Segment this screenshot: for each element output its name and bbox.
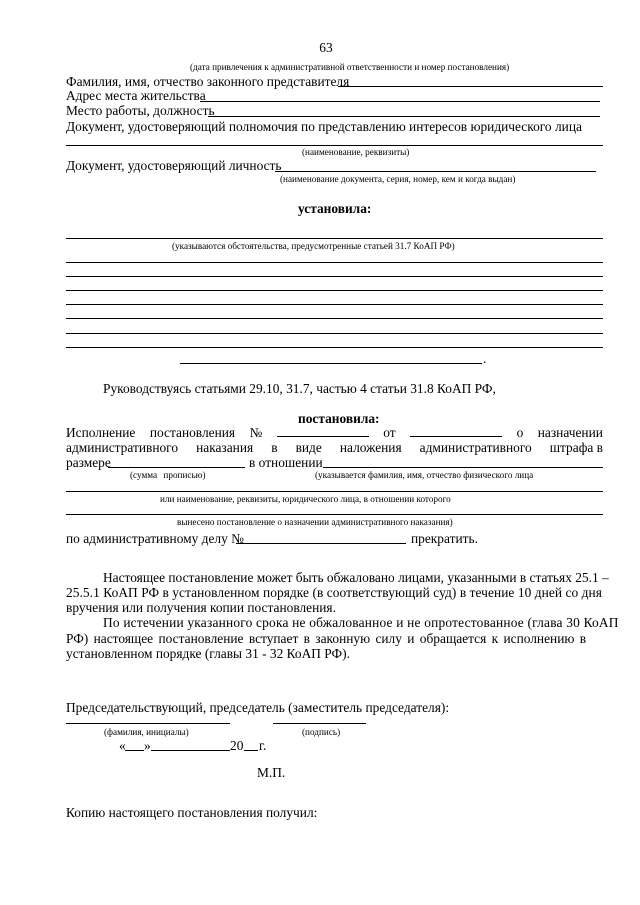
hint-circumstances: (указываются обстоятельства, предусмотренные статьей 31.7 КоАП РФ)	[172, 241, 455, 251]
circumstance-line-3[interactable]	[66, 276, 603, 277]
field-representative-label: Фамилия, имя, отчество законного представителя	[66, 74, 350, 89]
execution-word: Исполнение	[66, 425, 136, 440]
execution-word: №	[249, 425, 263, 440]
chairman-label: Председательствующий, председатель (заместитель председателя):	[66, 700, 450, 715]
date-month-field[interactable]	[151, 750, 230, 751]
circumstance-line-4[interactable]	[66, 290, 603, 291]
field-authority-line[interactable]	[66, 145, 603, 146]
heading-established: установила:	[298, 201, 372, 216]
circumstance-line-2[interactable]	[66, 262, 603, 263]
field-work-line[interactable]	[208, 116, 600, 117]
date-year-prefix: 20	[230, 738, 244, 753]
chairman-name-field[interactable]	[66, 723, 230, 724]
amount-prefix: размере	[66, 455, 111, 470]
case-prefix: по административному делу №	[66, 531, 244, 546]
date-open-quote: «	[119, 738, 126, 753]
field-address-line[interactable]	[200, 101, 600, 102]
circumstance-line-1[interactable]	[66, 238, 603, 239]
in-relation-label: в отношении	[249, 455, 323, 470]
case-number-field[interactable]	[236, 543, 406, 544]
date-close-quote: »	[144, 738, 151, 753]
decision-number-field[interactable]	[277, 425, 369, 437]
execution-word: в	[271, 440, 278, 455]
hint-signature: (подпись)	[302, 727, 341, 737]
circumstance-period: .	[483, 351, 487, 366]
execution-line-2	[66, 440, 603, 455]
expiry-text-2: РФ) настоящее постановление вступает в законную силу и обращается к исполнению в	[66, 631, 587, 646]
chairman-signature-field[interactable]	[273, 723, 366, 724]
circumstance-line-5[interactable]	[66, 304, 603, 305]
field-authority-label: Документ, удостоверяющий полномочия по представлению интересов юридического лица	[66, 119, 582, 134]
hint-authority: (наименование, реквизиты)	[302, 147, 410, 157]
circumstance-line-7[interactable]	[66, 333, 603, 334]
amount-field[interactable]	[108, 467, 245, 468]
field-identity-line[interactable]	[275, 171, 596, 172]
date-year-field[interactable]	[244, 750, 258, 751]
circumstance-line-8[interactable]	[66, 347, 603, 348]
hint-identity: (наименование документа, серия, номер, кем и когда выдан)	[280, 174, 516, 184]
date-year-suffix: г.	[259, 738, 267, 753]
hint-amount: (сумма прописью)	[130, 470, 206, 480]
copy-received-label: Копию настоящего постановления получил:	[66, 805, 318, 820]
appeal-text-2: 25.5.1 КоАП РФ в установленном порядке (в соответствующий суд) в течение 10 дней со дня	[66, 585, 602, 600]
execution-word: назначении	[537, 425, 603, 440]
field-representative-line[interactable]	[338, 86, 603, 87]
person-field[interactable]	[323, 467, 603, 468]
decision-date-field[interactable]	[410, 425, 502, 437]
stamp-label: М.П.	[257, 765, 286, 780]
execution-word: административного	[419, 440, 532, 455]
hint-or-legal: или наименование, реквизиты, юридического лица, в отношении которого	[160, 494, 451, 504]
expiry-text-3: установленном порядке (главы 31 - 32 КоАП РФ).	[66, 646, 350, 661]
field-address-label: Адрес места жительства	[66, 88, 206, 103]
date-day-field[interactable]	[125, 750, 144, 751]
person-line-3[interactable]	[66, 514, 603, 515]
execution-word: виде	[295, 440, 322, 455]
appeal-text-3: вручения или получения копии постановления.	[66, 600, 336, 615]
circumstance-line-9[interactable]	[180, 363, 482, 364]
hint-person: (указывается фамилия, имя, отчество физического лица	[315, 470, 534, 480]
execution-word: постановления	[149, 425, 236, 440]
execution-word: наказания	[196, 440, 254, 455]
case-suffix: прекратить.	[411, 531, 478, 546]
execution-word: наложения	[339, 440, 402, 455]
guided-by-text: Руководствуясь статьями 29.10, 31.7, частью 4 статьи 31.8 КоАП РФ,	[103, 381, 496, 396]
appeal-text-1: Настоящее постановление может быть обжаловано лицами, указанными в статьях 25.1 –	[103, 570, 609, 585]
heading-decided: постановила:	[298, 411, 380, 426]
expiry-text-1: По истечении указанного срока не обжалованное и не опротестованное (глава 30 КоАП	[103, 615, 619, 630]
person-line-2[interactable]	[66, 491, 603, 492]
page-number: 63	[319, 40, 333, 55]
hint-date: (дата привлечения к административной ответственности и номер постановления)	[190, 62, 510, 72]
execution-line-1	[66, 425, 603, 440]
field-work-label: Место работы, должность	[66, 103, 215, 118]
circumstance-line-6[interactable]	[66, 318, 603, 319]
hint-name: (фамилия, инициалы)	[104, 727, 189, 737]
execution-word: о	[516, 425, 524, 440]
hint-issued: вынесено постановление о назначении административного наказания)	[177, 517, 453, 527]
execution-word: штрафа в	[549, 440, 603, 455]
execution-word: административного	[66, 440, 179, 455]
field-identity-label: Документ, удостоверяющий личность	[66, 158, 282, 173]
execution-word: от	[383, 425, 396, 440]
